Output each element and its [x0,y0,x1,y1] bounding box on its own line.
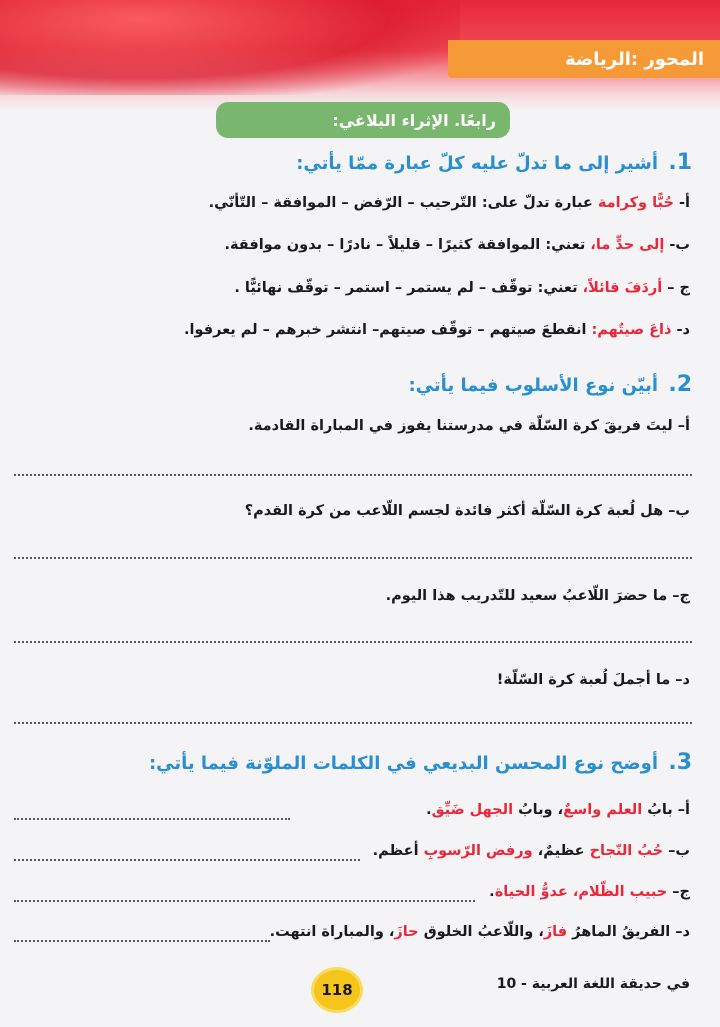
q3-item-a [426,802,690,818]
q2-number: 2. [668,372,692,397]
q1-item-c [234,280,690,296]
item-text: ج– [667,884,690,900]
q3-item-b [373,843,690,859]
answer-line[interactable] [14,641,692,643]
answer-line[interactable] [14,900,475,902]
q2-title: أبيّن نوع الأسلوب فيما يأتي: [408,375,659,396]
item-text: ب– [663,843,690,859]
q1-item-a [209,195,690,211]
highlighted-phrase: أردَفَ قائلاً، [582,280,663,296]
axis-banner [448,40,720,78]
item-prefix: ب- [669,237,690,253]
answer-line[interactable] [14,940,270,942]
item-text: ، وبابُ [513,802,564,818]
item-prefix: د- [676,322,690,338]
answer-line[interactable] [14,557,692,559]
header-decoration [0,0,460,95]
item-text: أ– بابُ [642,802,690,818]
q1-title: أشير إلى ما تدلّ عليه كلّ عبارة ممّا يأتي: [296,153,659,174]
highlighted-phrase: ذاعَ صيتُهم: [591,322,672,338]
item-text: عبارة تدلّ على: التّرحيب – الرّفض – الموافقة – التّأنّي. [208,195,593,211]
page-number-badge [314,970,360,1010]
item-prefix: ج – [667,280,690,296]
q2-item-d: د– ما أجملَ لُعبة كرة السّلّة! [496,672,690,688]
q1-item-d [184,322,690,338]
item-text: تعني: توقّف – لم يستمر – استمر – توقّف نهائيًّا . [234,280,578,296]
highlighted-phrase: العلم واسعٌ [563,802,643,818]
q3-title: أوضح نوع المحسن البديعي في الكلمات الملوّنة فيما يأتي: [148,753,659,774]
answer-line[interactable] [14,859,360,861]
item-text: د– الفريقُ الماهرُ [567,924,690,940]
item-text: . [426,802,432,818]
q2-item-c: ج– ما حضرَ اللّاعبُ سعيد للتّدريب هذا اليوم. [385,588,690,604]
item-text: تعني: الموافقة كثيرًا – قليلاً – نادرًا – بدون موافقة. [224,237,586,253]
highlighted-phrase: فازَ [543,924,568,940]
highlighted-phrase: حازَ [394,924,419,940]
q3-heading [149,750,692,775]
answer-line[interactable] [14,474,692,476]
highlighted-phrase: ورفض الرّسوبِ [423,843,533,859]
axis-label: المحور :الرياضة [564,48,704,70]
page-number: 118 [321,981,353,999]
item-text: أعظم. [372,843,424,859]
q2-item-b: ب– هل لُعبة كرة السّلّة أكثر فائدة لجسم اللّاعب من كرة القدم؟ [244,503,690,519]
answer-line[interactable] [14,722,692,724]
highlighted-phrase: حُبُ النّجاح [589,843,664,859]
item-text: عظيمٌ، [532,843,590,859]
q2-heading [409,372,692,397]
section-title-pill [216,102,510,138]
q1-item-b [224,237,690,253]
q3-item-d [270,924,690,940]
q1-heading [296,150,692,175]
q3-number: 3. [668,750,692,775]
q1-number: 1. [668,150,692,175]
section-title: رابعًا. الإثراء البلاغي: [332,110,496,130]
q3-item-c [489,884,690,900]
highlighted-phrase: الجهل ضَيِّق [431,802,514,818]
highlighted-phrase: حبيب الظّلام، عدوُّ الحياة [494,884,668,900]
item-text: انقطعَ صيتهم – توقّف صيتهم– انتشر خبرهم – لم يعرفوا. [184,322,587,338]
item-text: . [489,884,495,900]
item-prefix: أ- [679,195,690,211]
highlighted-phrase: إلى حدٍّ ما، [590,237,665,253]
answer-line[interactable] [14,818,290,820]
item-text: ، واللّاعبُ الخلوق [418,924,544,940]
q2-item-a: أ– ليتَ فريقَ كرة السّلّة في مدرستنا يفوز في المباراة القادمة. [248,418,690,434]
book-title: في حديقة اللغة العربية - 10 [496,976,690,992]
highlighted-phrase: حُبًّا وكرامة [597,195,674,211]
item-text: ، والمباراة انتهت. [269,924,395,940]
